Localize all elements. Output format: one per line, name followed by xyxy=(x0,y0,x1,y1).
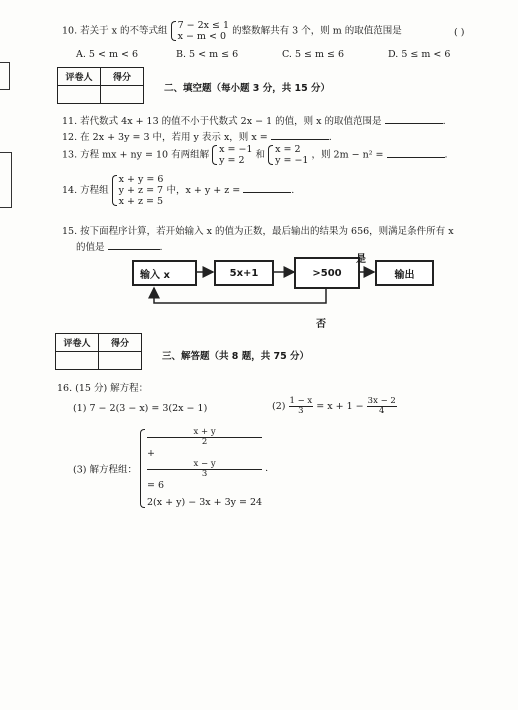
q16-part2 xyxy=(272,397,397,416)
q12-end: . xyxy=(328,132,332,143)
flow-yes-label: 是 xyxy=(356,254,366,265)
flow-no-label: 否 xyxy=(316,319,326,330)
q13-system-2-row: x = 2 xyxy=(275,144,301,155)
flow-input-label: 输入 x xyxy=(140,269,170,281)
q14-system-row: x + z = 5 xyxy=(118,196,164,207)
score-table-score-header: 得分 xyxy=(101,68,144,86)
q12-text: 12. 在 2x + 3y = 3 中，若用 y 表示 x，则 x = xyxy=(62,132,268,143)
q11-end: . xyxy=(442,116,446,127)
fraction-denominator: 2 xyxy=(201,437,208,447)
flow-operation-label: 5x+1 xyxy=(229,267,259,279)
q10-system-row: x − m < 0 xyxy=(177,31,226,42)
fraction-numerator: x + y xyxy=(147,428,262,438)
q16-part3-fraction-2 xyxy=(147,460,262,479)
q10-num: 10. xyxy=(62,25,78,37)
q14-end: . xyxy=(291,185,295,196)
q13-system-2-row: y = −1 xyxy=(275,155,309,166)
q16-part3-row-2: 2(x + y) − 3x + 3y = 24 xyxy=(147,497,263,508)
q15-line2-text: 的值是 xyxy=(76,242,105,253)
q16-part1: (1) 7 − 2(3 − x) = 3(2x − 1) xyxy=(73,403,208,414)
flow-condition-label: >500 xyxy=(312,267,342,279)
q13-text-b: ，则 2m − n² = xyxy=(311,149,384,161)
flow-operation-box xyxy=(214,260,274,286)
q13-system-1-row: x = −1 xyxy=(219,144,253,155)
q13-and: 和 xyxy=(255,149,266,161)
fraction-denominator: 4 xyxy=(379,406,385,416)
score-table-score-header: 得分 xyxy=(99,334,142,352)
q10-option-a: A. 5 < m < 6 xyxy=(76,49,138,60)
q16-part3-eq: = 6 xyxy=(147,480,165,491)
arrow-no-loop xyxy=(154,287,326,303)
section2-title: 二、填空题（每小题 3 分，共 15 分） xyxy=(164,83,331,94)
score-table-cell xyxy=(99,352,142,370)
fraction-denominator: 3 xyxy=(298,406,304,416)
q11-text: 11. 若代数式 4x + 13 的值不小于代数式 2x − 1 的值，则 x 的取值范围是 xyxy=(62,116,382,127)
q16-part3-end: . xyxy=(265,463,269,474)
fraction-numerator: 1 − x xyxy=(289,396,313,406)
fraction-numerator: 3x − 2 xyxy=(367,396,396,406)
q10-option-b: B. 5 < m ≤ 6 xyxy=(176,49,239,60)
flow-output-box xyxy=(375,260,434,286)
q10-text-a: 若关于 x 的不等式组 xyxy=(80,25,168,37)
q15-end: . xyxy=(159,242,163,253)
q10-text-b: 的整数解共有 3 个，则 m 的取值范围是 xyxy=(232,25,402,37)
q16-part3-system xyxy=(140,428,262,509)
q14-text-a: 14. 方程组 xyxy=(62,185,109,196)
q16-part3-row-1 xyxy=(147,428,262,492)
q15-line1: 15. 按下面程序计算，若开始输入 x 的值为正数，最后输出的结果为 656，则满足条件所有 x xyxy=(62,226,454,237)
score-table-cell xyxy=(56,352,99,370)
score-table-grader-header: 评卷人 xyxy=(58,68,101,86)
section3-title: 三、解答题（共 8 题，共 75 分） xyxy=(162,351,310,362)
q16-part2-middle: = x + 1 − xyxy=(316,401,364,412)
flow-condition-box xyxy=(294,257,360,289)
q10-answer-paren: ( ) xyxy=(454,27,465,38)
q16-part3-fraction-1 xyxy=(147,428,262,447)
q13-end: . xyxy=(444,149,448,161)
flow-output-label: 输出 xyxy=(394,269,415,281)
q13-system-1-row: y = 2 xyxy=(219,155,245,166)
q14-system-row: y + z = 7 xyxy=(118,185,164,196)
q14-system-row: x + y = 6 xyxy=(118,174,164,185)
flow-input-box xyxy=(132,260,197,286)
q10-system-row: 7 − 2x ≤ 1 xyxy=(177,20,230,31)
score-table-grader-header: 评卷人 xyxy=(56,334,99,352)
q10-option-d: D. 5 ≤ m < 6 xyxy=(388,49,451,60)
q16-part2-fraction-1 xyxy=(289,397,314,416)
fraction-denominator: 3 xyxy=(201,469,208,479)
fraction-numerator: x − y xyxy=(147,460,262,470)
q10-option-c: C. 5 ≤ m ≤ 6 xyxy=(282,49,345,60)
q16-part2-fraction-2 xyxy=(367,397,397,416)
q16-part2-label: (2) xyxy=(272,401,286,412)
q16-heading: 16. (15 分) 解方程： xyxy=(57,383,149,394)
q16-part3 xyxy=(73,428,268,509)
q16-part3-label: (3) 解方程组： xyxy=(73,464,137,476)
q13-text-a: 13. 方程 mx + ny = 10 有两组解 xyxy=(62,149,210,161)
q14-text-b: 中，x + y + z = xyxy=(166,185,241,196)
q16-part3-plus: + xyxy=(147,448,155,459)
score-table xyxy=(55,333,142,370)
